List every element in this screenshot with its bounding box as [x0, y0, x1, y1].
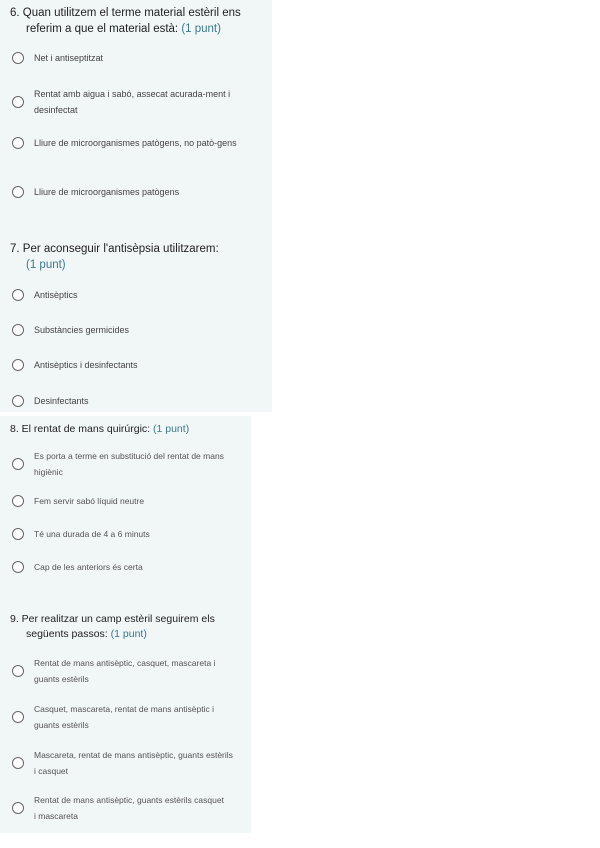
question-title	[10, 422, 243, 437]
option-label: Desinfectants	[34, 396, 89, 406]
answer-option[interactable]	[12, 50, 266, 66]
points-label: (1 punt)	[153, 423, 190, 435]
option-label: Rentat de mans antisèptic, casquet, mascareta i guants estèrils	[34, 658, 216, 684]
option-label: Casquet, mascareta, rentat de mans antisèptic i guants estèrils	[34, 704, 215, 730]
radio-button[interactable]	[12, 137, 24, 149]
points-label: (1 punt)	[26, 259, 66, 271]
answer-option[interactable]	[12, 322, 266, 338]
radio-button[interactable]	[12, 96, 24, 108]
answer-option[interactable]	[12, 135, 266, 151]
answer-option[interactable]	[12, 287, 266, 303]
answer-option[interactable]	[12, 701, 245, 733]
option-label: Té una durada de 4 a 6 minuts	[34, 529, 150, 539]
radio-button[interactable]	[12, 528, 24, 540]
question-7	[10, 241, 264, 273]
answer-option[interactable]	[12, 493, 245, 509]
question-text: 9. Per realitzar un camp estèril seguirem els següents passos:	[10, 613, 215, 640]
answer-option[interactable]	[12, 393, 266, 409]
question-text: 8. El rentat de mans quirúrgic:	[10, 423, 151, 435]
question-title	[10, 241, 264, 273]
answer-option[interactable]	[12, 448, 245, 480]
radio-button[interactable]	[12, 395, 24, 407]
radio-button[interactable]	[12, 665, 24, 677]
answer-option[interactable]	[12, 357, 266, 373]
answer-option[interactable]	[12, 86, 266, 118]
radio-button[interactable]	[12, 359, 24, 371]
option-label: Rentat amb aigua i sabó, assecat acurada-ment i desinfectat	[34, 89, 231, 115]
option-label: Antisèptics	[34, 290, 78, 300]
option-label: Mascareta, rentat de mans antisèptic, guants estèrils i casquet	[34, 750, 233, 776]
points-label: (1 punt)	[110, 628, 147, 640]
question-title	[10, 612, 243, 642]
option-label: Lliure de microorganismes patògens	[34, 187, 180, 197]
option-label: Net i antiseptitzat	[34, 53, 104, 63]
quiz-panel-top	[0, 0, 272, 412]
quiz-panel-bottom	[0, 416, 251, 833]
option-label: Fem servir sabó líquid neutre	[34, 496, 145, 506]
answer-option[interactable]	[12, 747, 245, 779]
answer-option[interactable]	[12, 655, 245, 687]
radio-button[interactable]	[12, 711, 24, 723]
option-label: Lliure de microorganismes patògens, no patò-gens	[34, 138, 237, 148]
option-label: Rentat de mans antisèptic, guants estèrils casquet i mascareta	[34, 795, 224, 821]
answer-option[interactable]	[12, 792, 245, 824]
points-label: (1 punt)	[181, 23, 221, 35]
question-text: 6. Quan utilitzem el terme material estèril ens referim a que el material està:	[10, 7, 241, 35]
radio-button[interactable]	[12, 186, 24, 198]
option-label: Es porta a terme en substitució del rentat de mans higiènic	[34, 451, 224, 477]
answer-option[interactable]	[12, 559, 245, 575]
question-8	[10, 422, 243, 437]
radio-button[interactable]	[12, 289, 24, 301]
radio-button[interactable]	[12, 802, 24, 814]
question-9	[10, 612, 243, 642]
question-6	[10, 5, 264, 37]
radio-button[interactable]	[12, 324, 24, 336]
radio-button[interactable]	[12, 52, 24, 64]
question-text: 7. Per aconseguir l'antisèpsia utilitzarem:	[10, 243, 219, 255]
option-label: Cap de les anteriors és certa	[34, 562, 143, 572]
answer-option[interactable]	[12, 184, 266, 200]
radio-button[interactable]	[12, 561, 24, 573]
answer-option[interactable]	[12, 526, 245, 542]
radio-button[interactable]	[12, 458, 24, 470]
question-title	[10, 5, 264, 37]
option-label: Antisèptics i desinfectants	[34, 360, 138, 370]
radio-button[interactable]	[12, 495, 24, 507]
option-label: Substàncies germicides	[34, 325, 130, 335]
radio-button[interactable]	[12, 757, 24, 769]
